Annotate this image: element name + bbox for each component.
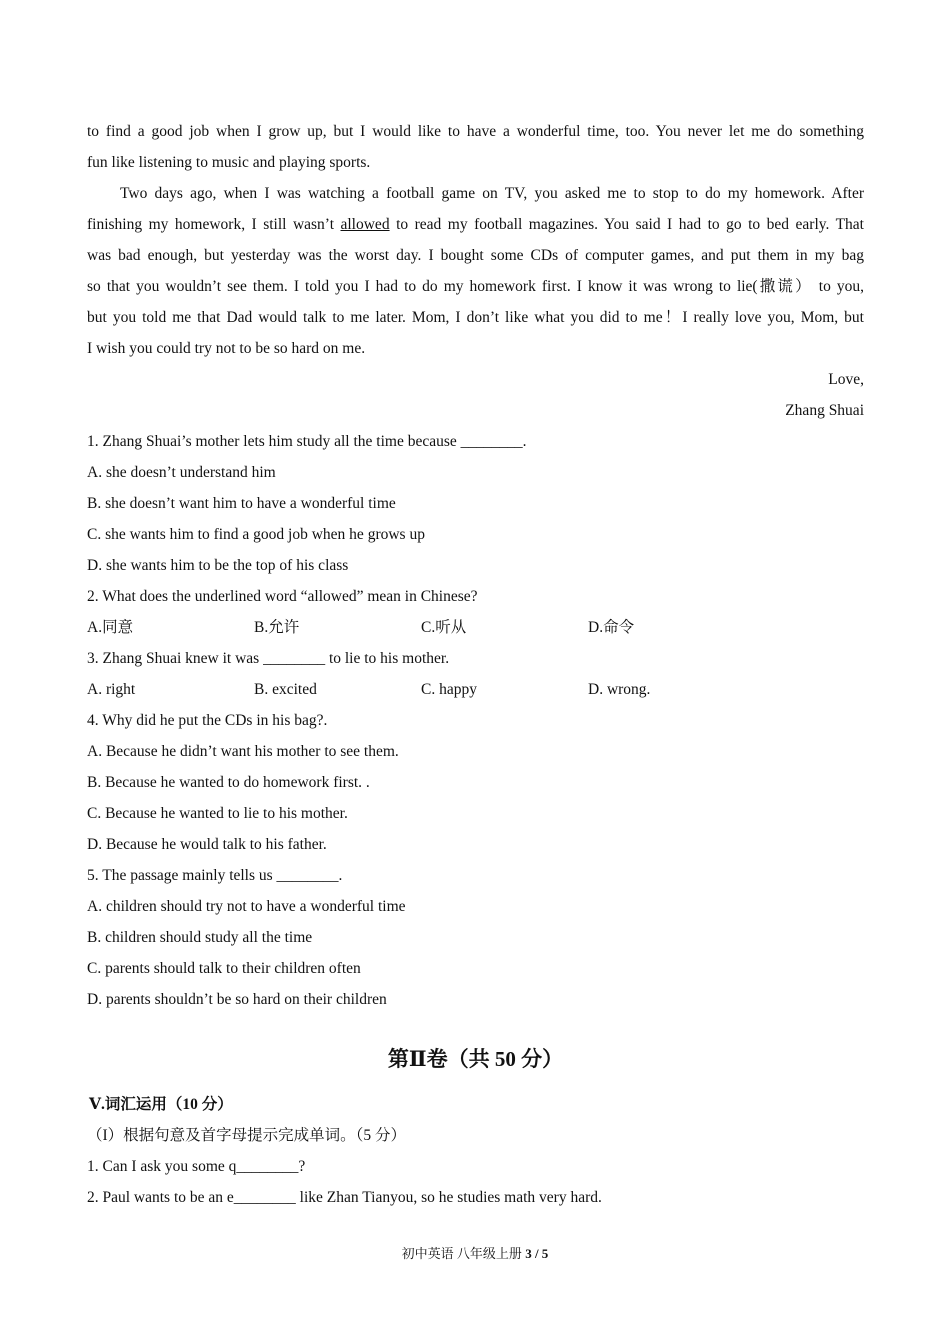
answer-option: A. Because he didn’t want his mother to see them. [87,743,399,760]
passage-line: Two days ago, when I was watching a football game on TV, you asked me to stop to do my homework. After [120,185,864,202]
answer-option: A. she doesn’t understand him [87,464,276,481]
question-stem: 5. The passage mainly tells us ________. [87,867,343,884]
passage-text: to read my football magazines. You said I had to go to bed early. That [389,216,864,233]
page-number: 3 / 5 [525,1246,549,1261]
answer-option: A. right [87,681,136,698]
answer-options-row [87,674,864,705]
answer-option: B.允许 [254,619,300,636]
answer-options-row [87,612,864,643]
passage-text: finishing my homework, I still wasn’t [87,216,341,233]
section-heading: Ⅴ.词汇运用（10 分） [89,1096,233,1113]
question-stem: 2. What does the underlined word “allowed” mean in Chinese? [87,588,478,605]
answer-option: C. parents should talk to their children often [87,960,361,977]
passage-line: so that you wouldn’t see them. I told you I had to do my homework first. I know it was wrong to lie(撒谎） to you, [87,278,864,295]
vocab-item: 1. Can I ask you some q________? [87,1158,306,1175]
answer-option: B. Because he wanted to do homework first. . [87,774,370,791]
answer-option: D. she wants him to be the top of his class [87,557,349,574]
page-content [87,116,864,1213]
footer-text: 初中英语 八年级上册 [401,1246,526,1261]
answer-option: A. children should try not to have a wonderful time [87,898,406,915]
answer-option: D. Because he would talk to his father. [87,836,327,853]
vocab-item: 2. Paul wants to be an e________ like Zhan Tianyou, so he studies math very hard. [87,1189,602,1206]
answer-option: B. children should study all the time [87,929,313,946]
question-stem: 1. Zhang Shuai’s mother lets him study all the time because ________. [87,433,527,450]
passage-line: but you told me that Dad would talk to me later. Mom, I don’t like what you did to me！I really love you, Mom, but [87,309,864,326]
answer-option: B. she doesn’t want him to have a wonderful time [87,495,396,512]
letter-closing: Love, [828,371,864,388]
passage-line: was bad enough, but yesterday was the worst day. I bought some CDs of computer games, and put them in my bag [87,247,864,264]
letter-signature: Zhang Shuai [785,402,864,419]
passage-line [87,209,864,240]
underlined-word: allowed [340,216,390,233]
question-stem: 3. Zhang Shuai knew it was ________ to lie to his mother. [87,650,450,667]
page-footer [0,1244,950,1264]
answer-option: C. she wants him to find a good job when he grows up [87,526,425,543]
question-stem: 4. Why did he put the CDs in his bag?. [87,712,328,729]
part-title: 第Ⅱ卷（共 50 分） [387,1047,564,1071]
answer-option: D.命令 [588,619,635,636]
answer-option: A.同意 [87,619,134,636]
answer-option: D. parents shouldn’t be so hard on their children [87,991,387,1008]
passage-line: I wish you could try not to be so hard on me. [87,340,366,357]
answer-option: C. happy [421,681,477,698]
section-instruction: （I）根据句意及首字母提示完成单词。（5 分） [87,1127,407,1144]
passage-line: to find a good job when I grow up, but I would like to have a wonderful time, too. You never let me do something [87,123,864,140]
answer-option: C.听从 [421,619,467,636]
answer-option: C. Because he wanted to lie to his mother. [87,805,348,822]
passage-line: fun like listening to music and playing sports. [87,154,371,171]
answer-option: B. excited [254,681,317,698]
answer-option: D. wrong. [588,681,651,698]
